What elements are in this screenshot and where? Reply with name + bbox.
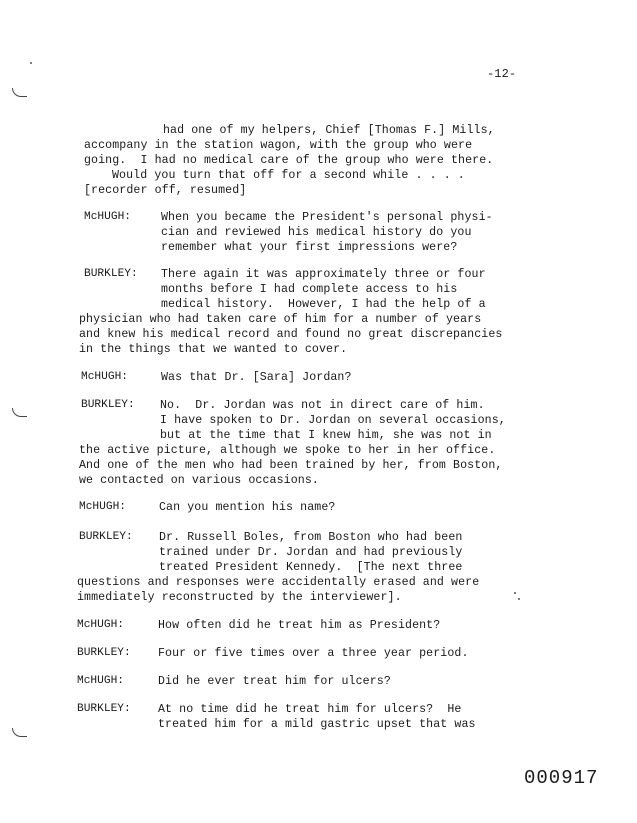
- speech-line: How often did he treat him as President?: [158, 619, 441, 632]
- speech-line: the active picture, although we spoke to her in her office.: [79, 444, 496, 457]
- speech-line: Was that Dr. [Sara] Jordan?: [161, 371, 352, 384]
- speaker-label: BURKLEY:: [81, 399, 135, 411]
- speech-line: I have spoken to Dr. Jordan on several occasions,: [160, 414, 506, 427]
- page-number: -12-: [487, 67, 517, 81]
- binder-hole-mark: [12, 728, 27, 737]
- speech-line: treated him for a mild gastric upset that was: [158, 718, 476, 731]
- binder-hole-mark: [12, 88, 27, 97]
- speaker-label: BURKLEY:: [79, 531, 133, 543]
- document-number: 000917: [524, 767, 599, 789]
- speech-line: Four or five times over a three year period.: [158, 647, 469, 660]
- speech-line: we contacted on various occasions.: [79, 474, 319, 487]
- speaker-label: BURKLEY:: [77, 647, 131, 659]
- speaker-label: McHUGH:: [81, 371, 128, 383]
- speech-line: months before I had complete access to his: [161, 283, 458, 296]
- intro-line: [recorder off, resumed]: [84, 184, 247, 197]
- binder-hole-mark: [12, 408, 27, 417]
- speech-line: remember what your first impressions were?: [161, 241, 458, 254]
- speech-line: treated President Kennedy. [The next three: [159, 561, 463, 574]
- speech-line: physician who had taken care of him for a number of years: [79, 313, 482, 326]
- speech-line: but at the time that I knew him, she was not in: [160, 429, 492, 442]
- speaker-label: McHUGH:: [77, 675, 124, 687]
- intro-line: Would you turn that off for a second while . . . .: [112, 169, 465, 182]
- speech-line: Did he ever treat him for ulcers?: [158, 675, 391, 688]
- speaker-label: BURKLEY:: [84, 268, 138, 280]
- speech-line: Dr. Russell Boles, from Boston who had been: [159, 531, 463, 544]
- speech-line: trained under Dr. Jordan and had previously: [159, 546, 463, 559]
- scan-speck: [518, 598, 520, 600]
- intro-line: going. I had no medical care of the group who were there.: [84, 154, 494, 167]
- speech-line: And one of the men who had been trained by her, from Boston,: [79, 459, 503, 472]
- speech-line: There again it was approximately three or four: [161, 268, 486, 281]
- speaker-label: McHUGH:: [77, 619, 124, 631]
- speech-line: At no time did he treat him for ulcers? He: [158, 703, 462, 716]
- speaker-label: McHUGH:: [79, 501, 126, 513]
- speaker-label: McHUGH:: [84, 211, 131, 223]
- speech-line: immediately reconstructed by the interviewer].: [77, 591, 402, 604]
- speech-line: in the things that we wanted to cover.: [79, 343, 348, 356]
- speech-line: and knew his medical record and found no great discrepancies: [79, 328, 503, 341]
- scan-speck: [30, 62, 32, 64]
- scan-speck: [514, 592, 516, 594]
- speech-line: cian and reviewed his medical history do you: [161, 226, 472, 239]
- intro-line: had one of my helpers, Chief [Thomas F.] Mills,: [163, 124, 495, 137]
- speech-line: No. Dr. Jordan was not in direct care of him.: [160, 399, 485, 412]
- speaker-label: BURKLEY:: [77, 703, 131, 715]
- speech-line: medical history. However, I had the help of a: [161, 298, 486, 311]
- speech-line: Can you mention his name?: [159, 501, 336, 514]
- speech-line: When you became the President's personal physi-: [161, 211, 493, 224]
- intro-line: accompany in the station wagon, with the group who were: [84, 139, 473, 152]
- speech-line: questions and responses were accidentally erased and were: [77, 576, 480, 589]
